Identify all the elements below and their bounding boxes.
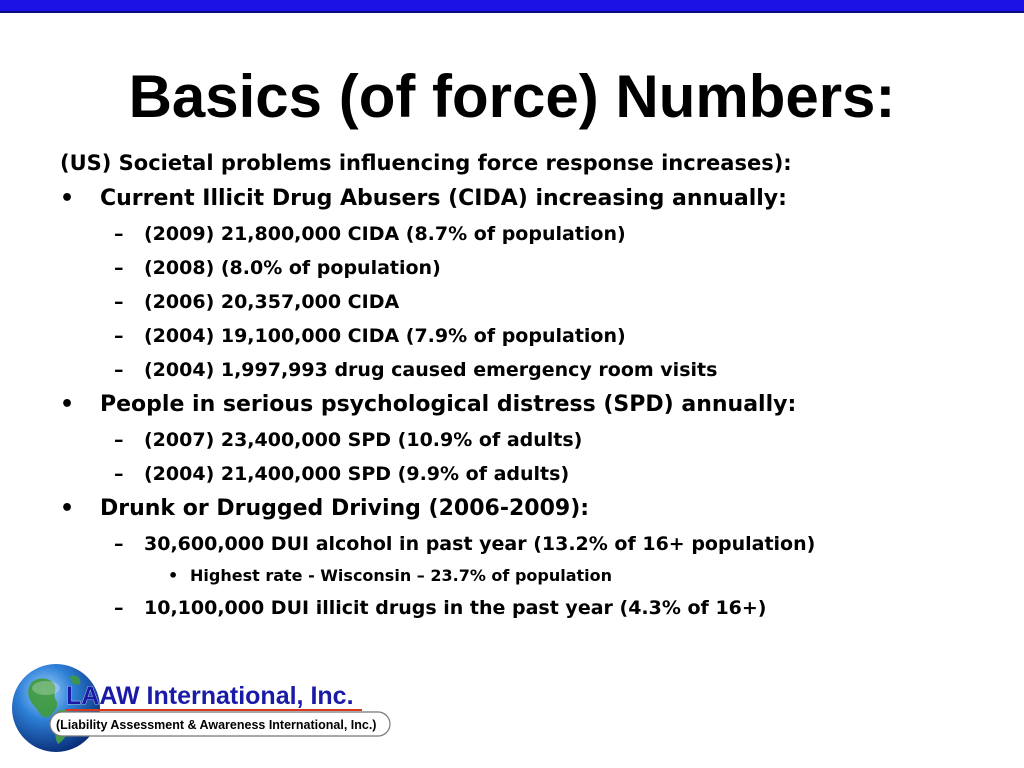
bullet-marker: • xyxy=(168,566,179,585)
slide-body xyxy=(60,146,1000,626)
sub-item xyxy=(60,252,1000,286)
bullet-item xyxy=(60,388,1000,424)
company-logo xyxy=(10,662,400,756)
logo-graphic xyxy=(10,662,400,756)
sub-sub-item-text: Highest rate - Wisconsin – 23.7% of population xyxy=(190,566,613,585)
dash-marker: – xyxy=(114,533,124,555)
dash-marker: – xyxy=(114,325,124,347)
sub-item-text: (2009) 21,800,000 CIDA (8.7% of population) xyxy=(144,223,626,245)
logo-subtitle-text: (Liability Assessment & Awareness International, Inc.) xyxy=(56,718,377,732)
dash-marker: – xyxy=(114,257,124,279)
dash-marker: – xyxy=(114,463,124,485)
sub-item-text: (2004) 1,997,993 drug caused emergency room visits xyxy=(144,359,718,381)
sub-item-text: (2007) 23,400,000 SPD (10.9% of adults) xyxy=(144,429,583,451)
sub-item-text: (2006) 20,357,000 CIDA xyxy=(144,291,400,313)
bullet-marker: • xyxy=(60,392,75,417)
sub-item xyxy=(60,354,1000,388)
bullet-item xyxy=(60,182,1000,218)
top-accent-bar xyxy=(0,0,1024,13)
sub-item xyxy=(60,592,1000,626)
sub-item xyxy=(60,528,1000,562)
sub-item xyxy=(60,458,1000,492)
dash-marker: – xyxy=(114,597,124,619)
logo-name-text: LAAW International, Inc. xyxy=(66,682,354,710)
dash-marker: – xyxy=(114,359,124,381)
sub-item xyxy=(60,218,1000,252)
bullet-text: People in serious psychological distress (SPD) annually: xyxy=(100,392,797,417)
dash-marker: – xyxy=(114,291,124,313)
bullet-text: Drunk or Drugged Driving (2006-2009): xyxy=(100,496,590,521)
sub-item xyxy=(60,286,1000,320)
sub-item-text: (2008) (8.0% of population) xyxy=(144,257,441,279)
bullet-marker: • xyxy=(60,496,75,521)
sub-item xyxy=(60,320,1000,354)
sub-item-text: 30,600,000 DUI alcohol in past year (13.2% of 16+ population) xyxy=(144,533,816,555)
bullet-item xyxy=(60,492,1000,528)
bullet-marker: • xyxy=(60,186,75,211)
slide-title: Basics (of force) Numbers: xyxy=(128,63,896,130)
dash-marker: – xyxy=(114,429,124,451)
intro-line: (US) Societal problems influencing force response increases): xyxy=(60,151,792,175)
bullet-text: Current Illicit Drug Abusers (CIDA) increasing annually: xyxy=(100,186,787,211)
dash-marker: – xyxy=(114,223,124,245)
sub-item-text: (2004) 19,100,000 CIDA (7.9% of population) xyxy=(144,325,626,347)
sub-item-text: 10,100,000 DUI illicit drugs in the past year (4.3% of 16+) xyxy=(144,597,767,619)
sub-sub-item xyxy=(60,562,1000,592)
sub-item-text: (2004) 21,400,000 SPD (9.9% of adults) xyxy=(144,463,570,485)
sub-item xyxy=(60,424,1000,458)
